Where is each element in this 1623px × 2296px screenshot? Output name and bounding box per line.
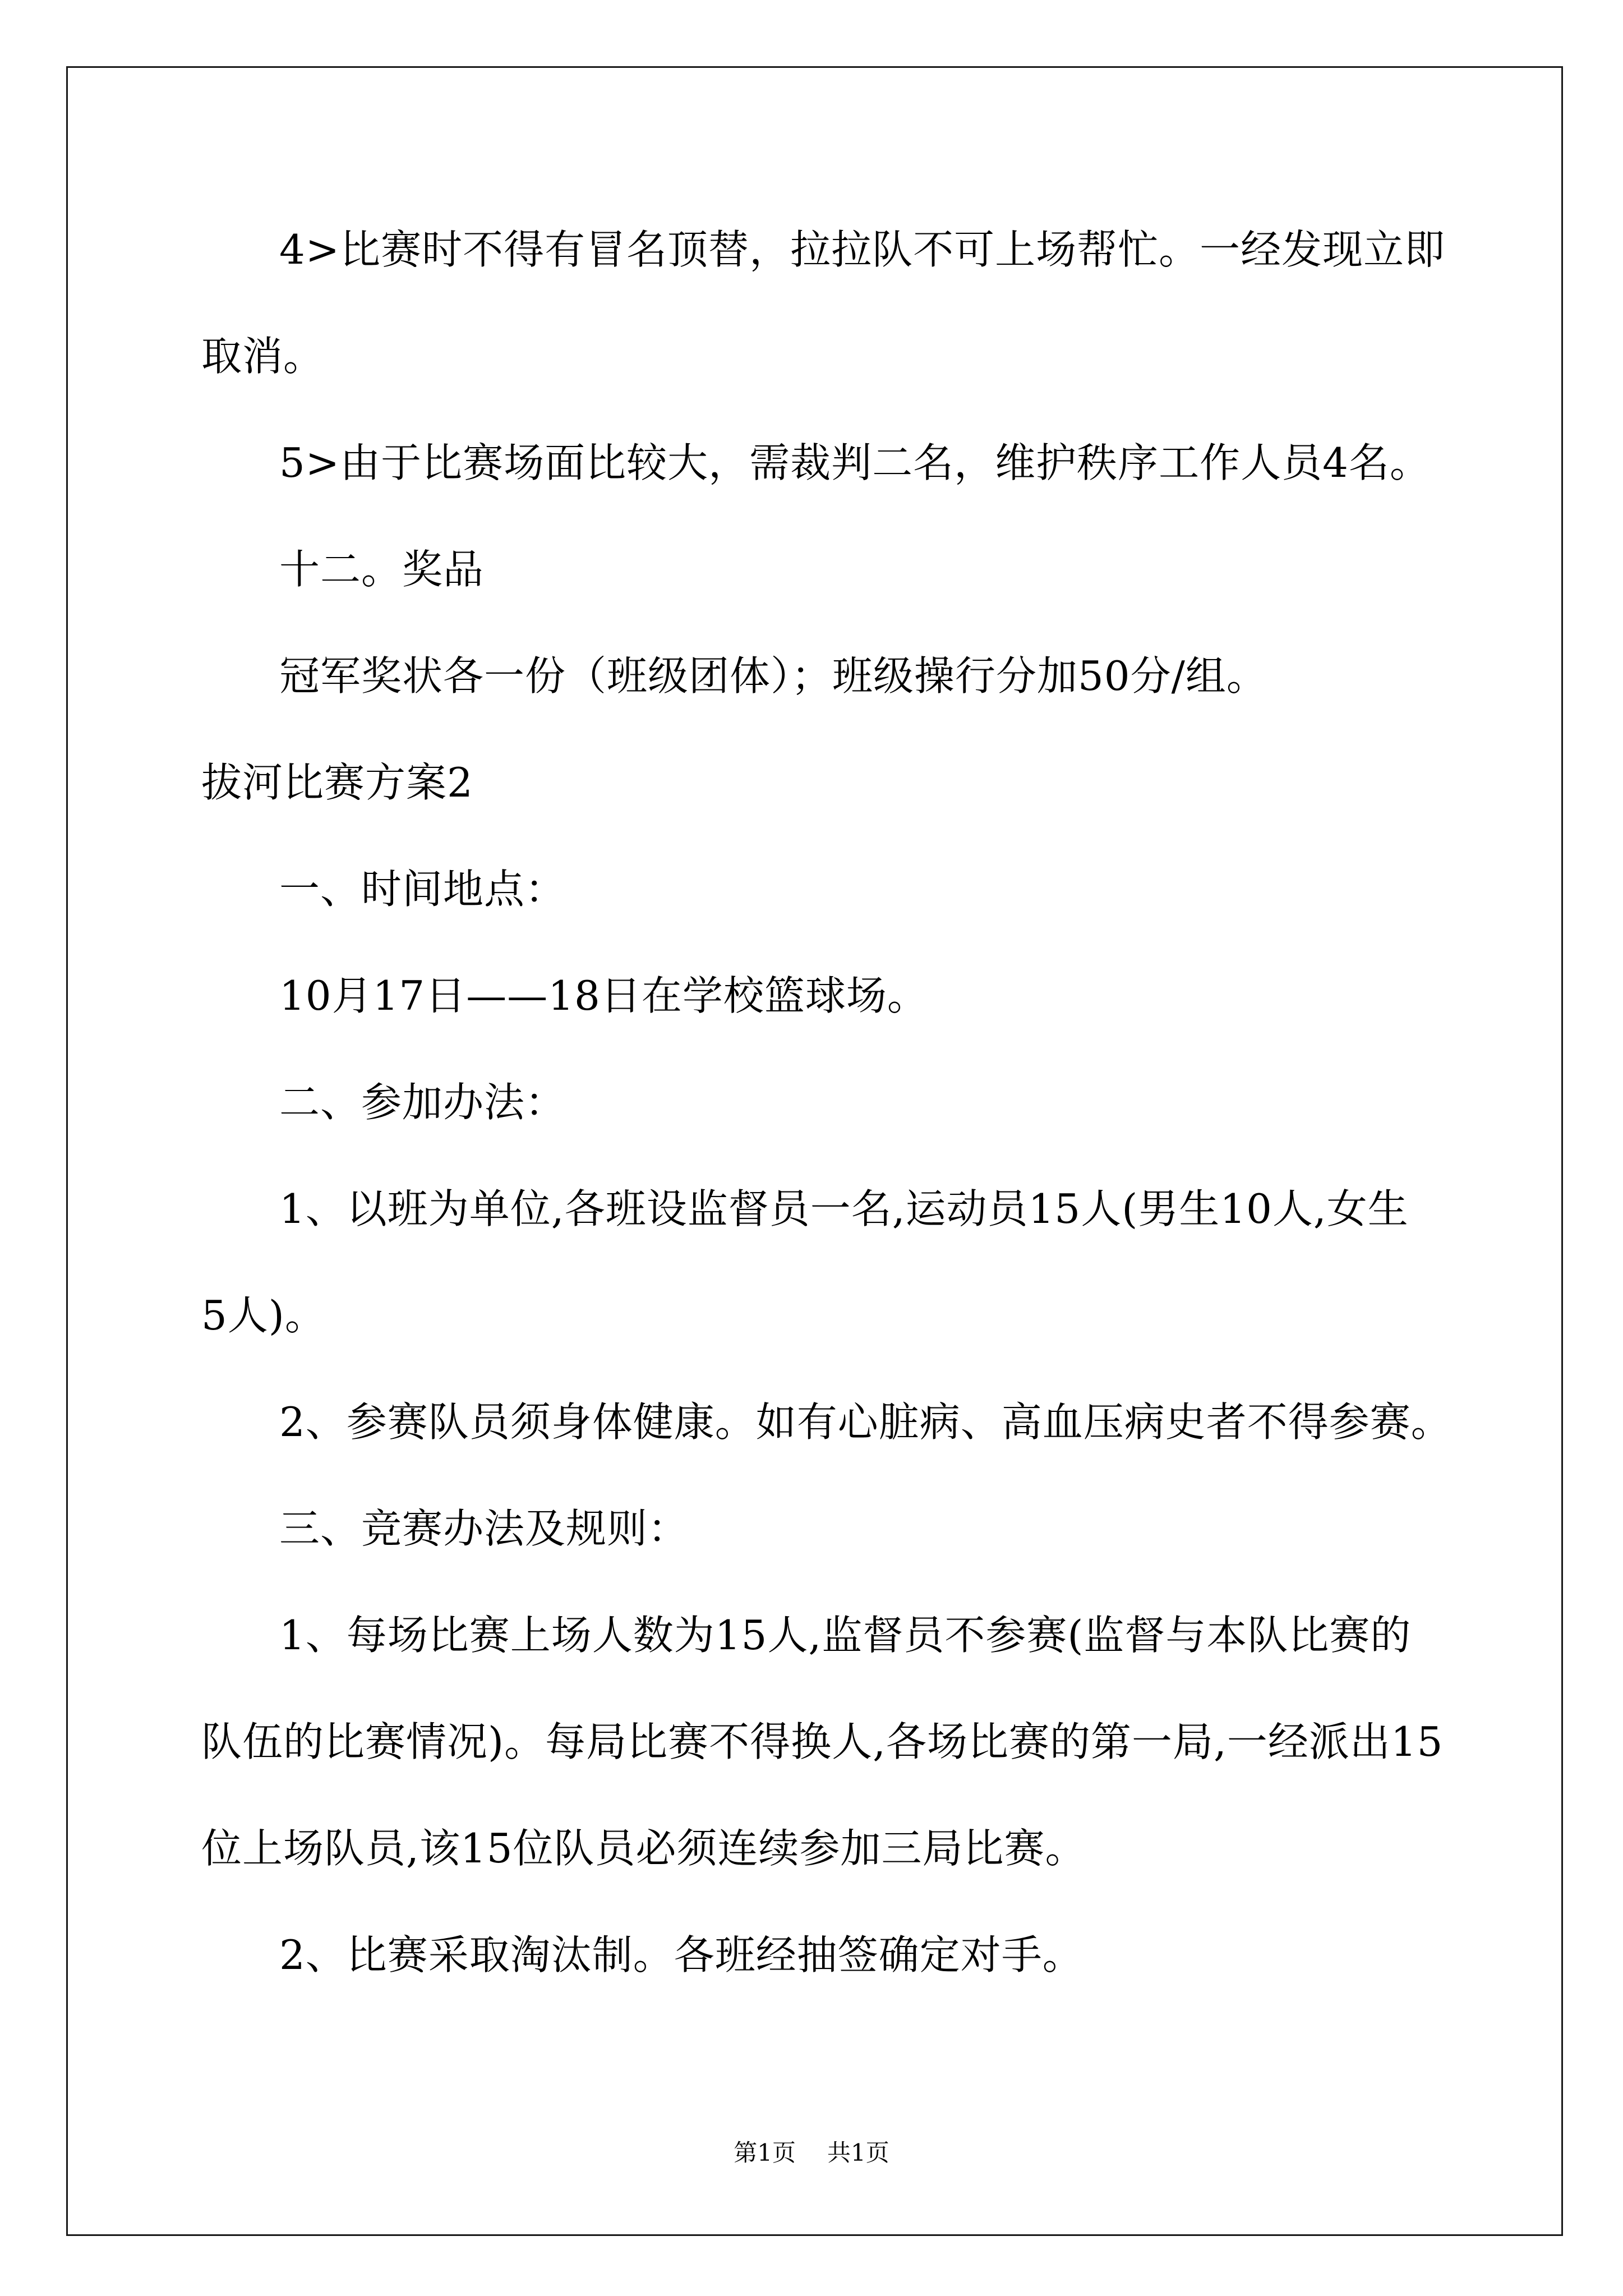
document-body (201, 196, 1536, 2008)
paragraph-line: 队伍的比赛情况)。每局比赛不得换人,各场比赛的第一局,一经派出15 (201, 1718, 1444, 1765)
paragraph-line: 4>比赛时不得有冒名顶替，拉拉队不可上场帮忙。一经发现立即 (279, 226, 1446, 273)
paragraph-line: 1、每场比赛上场人数为15人,监督员不参赛(监督与本队比赛的 (279, 1612, 1412, 1659)
paragraph-line: 取消。 (201, 333, 325, 380)
paragraph-line: 冠军奖状各一份（班级团体）；班级操行分加50分/组。 (279, 652, 1267, 700)
page-footer (0, 2137, 1623, 2169)
paragraph-line: 2、比赛采取淘汰制。各班经抽签确定对手。 (279, 1931, 1083, 1978)
section-heading: 二、参加办法： (279, 1079, 566, 1126)
paragraph-line: 位上场队员,该15位队员必须连续参加三局比赛。 (201, 1825, 1086, 1872)
page-total: 共1页 (827, 2139, 889, 2166)
section-heading: 一、时间地点： (279, 866, 566, 913)
paragraph-line: 5>由于比赛场面比较大，需裁判二名，维护秩序工作人员4名。 (279, 439, 1431, 486)
paragraph-line: 10月17日——18日在学校篮球场。 (279, 972, 928, 1019)
paragraph-line: 1、以班为单位,各班设监督员一名,运动员15人(男生10人,女生 (279, 1185, 1409, 1232)
page-number: 第1页 (734, 2139, 796, 2166)
section-heading: 三、竞赛办法及规则： (279, 1505, 689, 1552)
document-title: 拔河比赛方案2 (201, 759, 473, 806)
paragraph-line: 5人)。 (201, 1292, 326, 1339)
section-heading: 十二。奖品 (279, 546, 485, 593)
paragraph-line: 2、参赛队员须身体健康。如有心脏病、高血压病史者不得参赛。 (279, 1398, 1452, 1446)
